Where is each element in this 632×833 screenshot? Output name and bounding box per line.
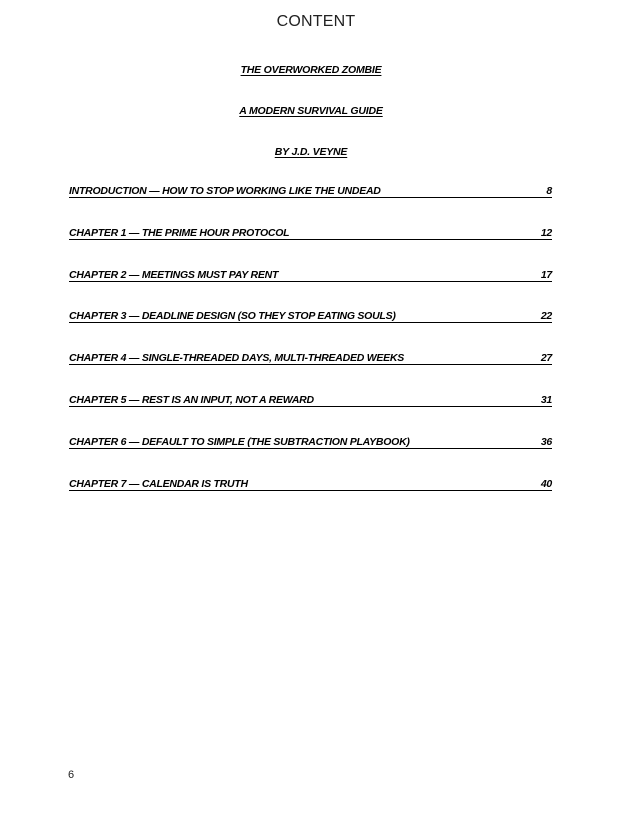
book-author: BY J.D. VEYNE <box>274 146 348 158</box>
toc-entry-title: CHAPTER 7 — CALENDAR IS TRUTH <box>69 477 248 490</box>
page-number: 6 <box>68 769 75 781</box>
toc-entry-chapter-1 <box>69 227 552 240</box>
toc-entry-chapter-3 <box>69 310 552 323</box>
toc-entry-title: CHAPTER 4 — SINGLE-THREADED DAYS, MULTI-THREADED WEEKS <box>69 352 404 365</box>
toc-entry-chapter-5 <box>69 394 552 407</box>
toc-entry-page: 27 <box>540 352 552 365</box>
toc-entry-page: 17 <box>540 268 552 281</box>
toc-entry-page: 12 <box>540 226 552 239</box>
toc-entry-title: CHAPTER 3 — DEADLINE DESIGN (SO THEY STOP EATING SOULS) <box>69 310 396 323</box>
toc-entry-chapter-2 <box>69 269 552 282</box>
toc-entry-page: 22 <box>540 310 552 323</box>
toc-entry-title: INTRODUCTION — HOW TO STOP WORKING LIKE THE UNDEAD <box>69 185 381 197</box>
page-heading: CONTENT <box>276 13 356 30</box>
toc-entry-title: CHAPTER 1 — THE PRIME HOUR PROTOCOL <box>69 226 290 239</box>
toc-entry-title: CHAPTER 5 — REST IS AN INPUT, NOT A REWARD <box>69 393 314 406</box>
book-subtitle: A MODERN SURVIVAL GUIDE <box>239 105 383 117</box>
toc-entry-chapter-4 <box>69 352 552 365</box>
toc-entry-introduction <box>69 185 552 198</box>
toc-entry-chapter-7 <box>69 478 552 491</box>
toc-entry-page: 8 <box>546 185 552 197</box>
toc-entry-page: 40 <box>540 477 552 490</box>
toc-entry-title: CHAPTER 2 — MEETINGS MUST PAY RENT <box>69 268 279 281</box>
table-of-contents <box>69 185 552 519</box>
toc-entry-page: 31 <box>540 393 552 406</box>
book-title: THE OVERWORKED ZOMBIE <box>240 64 382 76</box>
toc-entry-title: CHAPTER 6 — DEFAULT TO SIMPLE (THE SUBTRACTION PLAYBOOK) <box>69 435 410 448</box>
toc-entry-page: 36 <box>540 435 552 448</box>
toc-entry-chapter-6 <box>69 436 552 449</box>
